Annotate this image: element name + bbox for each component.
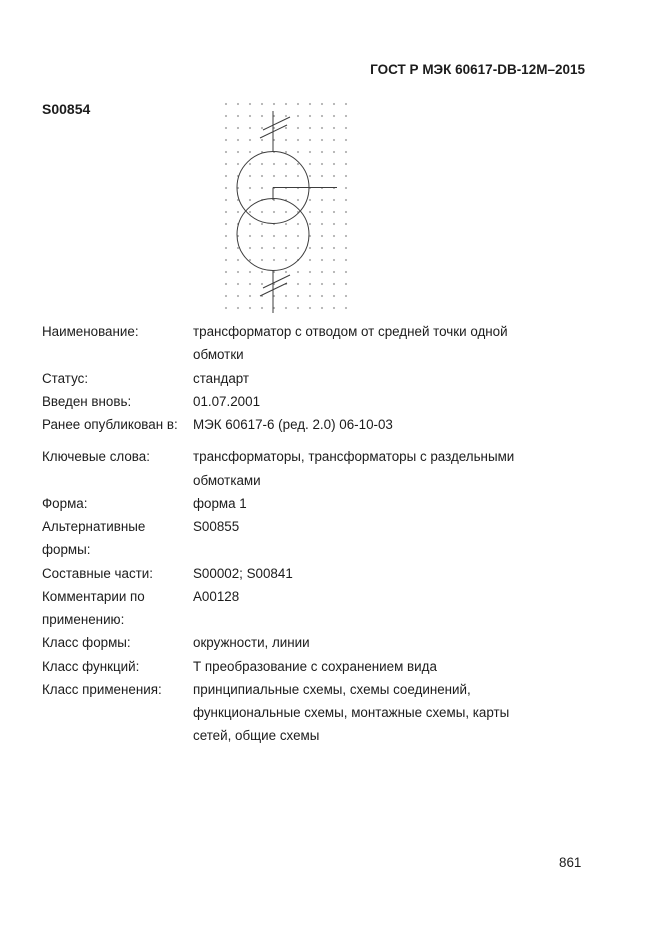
property-label: Ранее опубликован в: [42,417,178,432]
property-row [42,445,552,492]
property-label: Ключевые слова: [42,449,150,465]
property-value: окружности, линии [193,635,310,651]
property-value: S00855 [193,519,240,534]
property-value: трансформатор с отводом от средней точки одной обмотки [193,324,508,363]
property-value: 01.07.2001 [193,393,261,409]
standard-reference: ГОСТ Р МЭК 60617-DB-12М–2015 [370,62,585,77]
property-label: Составные части: [42,565,153,581]
property-row [42,515,552,562]
property-label: Комментарии по применению: [42,588,145,627]
bottom-break-slash-1 [263,275,290,288]
property-label: Класс применения: [42,681,162,697]
property-label: Альтернативные формы: [42,519,146,558]
property-row [42,678,552,748]
property-label: Класс формы: [42,635,131,651]
property-row [42,562,552,585]
symbol-diagram [220,98,352,315]
property-value: принципиальные схемы, схемы соединений, функциональные схемы, монтажные схемы, карты сетей, общие схемы [193,681,510,744]
property-value: стандарт [193,370,250,386]
property-value: трансформаторы, трансформаторы с раздельными обмотками [193,449,515,488]
property-value: форма 1 [193,495,247,511]
property-label: Наименование: [42,324,139,339]
property-row [42,390,552,413]
property-row [42,367,552,390]
top-break-slash-1 [263,117,290,130]
property-label: Введен вновь: [42,393,132,409]
property-label: Класс функций: [42,658,140,674]
property-value: МЭК 60617-6 (ред. 2.0) 06-10-03 [193,417,393,432]
property-row [42,492,552,515]
property-row [42,631,552,654]
symbol-id: S00854 [42,101,91,117]
property-value: Т преобразование с сохранением вида [193,658,437,674]
property-value: S00002; S00841 [193,565,293,581]
property-row [42,585,552,632]
winding-2-circle [237,199,309,271]
property-row [42,320,552,367]
page-number: 861 [559,855,582,870]
property-label: Форма: [42,495,88,511]
properties-table [42,320,552,748]
property-value: A00128 [193,588,240,604]
property-row [42,413,552,436]
property-label: Статус: [42,370,89,386]
transformer-symbol [220,98,352,315]
property-row [42,655,552,678]
